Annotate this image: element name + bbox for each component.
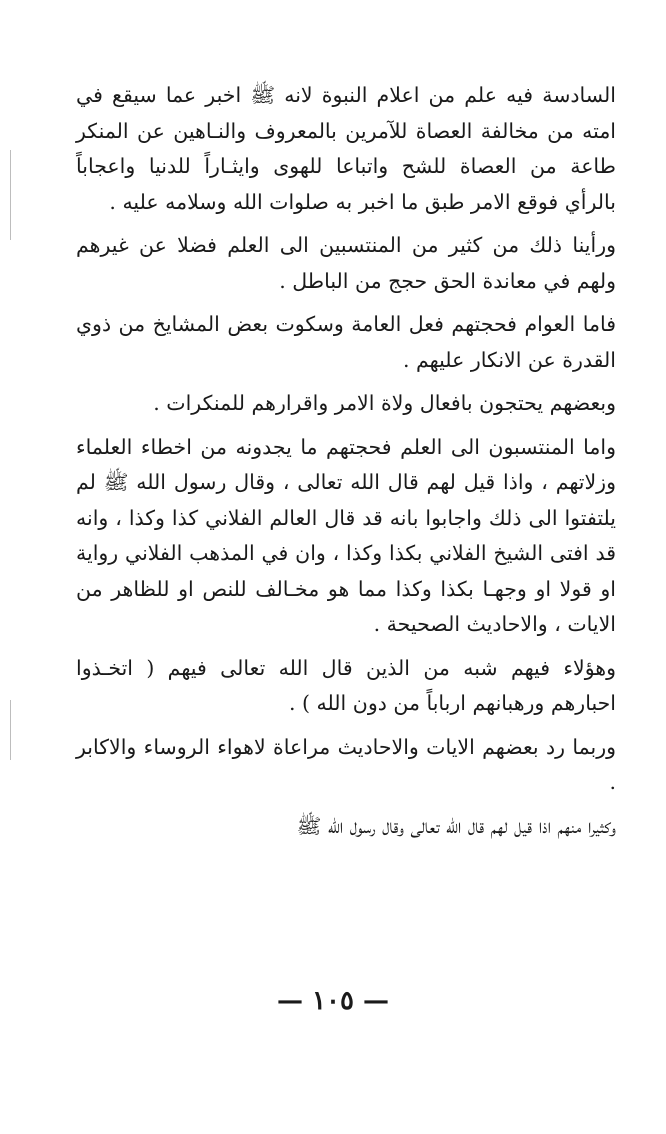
paragraph: وبعضهم يحتجون بافعال ولاة الامر واقرارهم للمنكرات . xyxy=(153,391,616,415)
paragraph: ورأينا ذلك من كثير من المنتسبين الى العلم فضلا عن غيرهم ولهم في معاندة الحق حجج من الباطل . xyxy=(76,233,616,293)
body-text xyxy=(76,78,616,844)
paragraph: واما المنتسبون الى العلم فحجتهم ما يجدونه من اخطاء العلماء وزلاتهم ، واذا قيل لهم قال الله تعالى ، وقال رسول الله ﷺ لم يلتفتوا الى ذلك واجابوا بانه قد قال العالم الفلاني كذا وكذا ، وانه قد افتى الشيخ الفلاني بكذا وكذا ، وان في المذهب الفلاني رواية او قولا او وجهـا بكذا وكذا مما هو مخـالف للنص او للظاهر من الايات ، والاحاديث الصحيحة . xyxy=(76,434,616,636)
paragraph: وكثيرا منهم اذا قيل لهم قال الله تعالى وقال رسول الله ﷺ xyxy=(296,813,616,838)
scan-edge-mark xyxy=(10,150,11,240)
scan-edge-mark xyxy=(10,700,11,760)
paragraph: السادسة فيه علم من اعلام النبوة لانه ﷺ اخبر عما سيقع في امته من مخالفة العصاة للآمرين بالمعروف والنـاهين عن المنكر طاعة من العصاة للشح واتباعا للهوى وايثـاراً للدنيا واعجاباً بالرأي فوقع الامر طبق ما اخبر به صلوات الله وسلامه عليه . xyxy=(76,83,616,214)
paragraph: وهؤلاء فيهم شبه من الذين قال الله تعالى فيهم ( اتخـذوا احبارهم ورهبانهم ارباباً من دون الله ) . xyxy=(76,655,616,715)
paragraph: وربما رد بعضهم الايات والاحاديث مراعاة لاهواء الروساء والاكابر . xyxy=(76,734,616,794)
page-number: — ١٠٥ — xyxy=(276,986,390,1016)
paragraph: فاما العوام فحجتهم فعل العامة وسكوت بعض المشايخ من ذوي القدرة عن الانكار عليهم . xyxy=(76,312,616,372)
